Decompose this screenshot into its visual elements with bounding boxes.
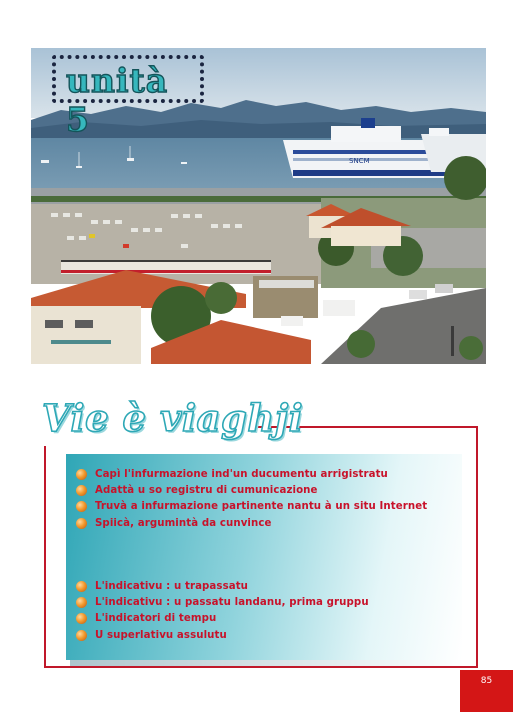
bullet-icon (76, 581, 87, 592)
bullet-icon (76, 485, 87, 496)
grammar-list (76, 578, 369, 643)
list-item (76, 482, 427, 498)
grammar-text: L'indicatori di tempu (95, 613, 217, 625)
ferry-logo-text: SNCM (349, 157, 370, 165)
frame-bottom-line (44, 666, 478, 668)
page-number-box (460, 670, 513, 712)
list-item (76, 594, 369, 610)
bullet-icon (76, 518, 87, 529)
grammar-text: L'indicativu : u trapassatu (95, 580, 249, 592)
list-item (76, 499, 427, 515)
bullet-icon (76, 613, 87, 624)
harbour-photo (31, 48, 486, 364)
objective-text: Spiicà, argumintà da cunvince (95, 517, 272, 529)
list-item (76, 627, 369, 643)
section-title: Vie è viaghji (42, 396, 304, 440)
objective-text: Capì l'infurmazione ind'un ducumentu arrigistratu (95, 468, 388, 480)
list-item (76, 578, 369, 594)
objective-text: Adattà u so registru di cumunicazione (95, 484, 318, 496)
bullet-icon (76, 630, 87, 641)
bullet-icon (76, 501, 87, 512)
panel-shadow (70, 660, 464, 666)
unit-badge (52, 55, 204, 139)
list-item (76, 611, 369, 627)
grammar-text: U superlativu assulutu (95, 629, 227, 641)
frame-left-line (44, 446, 46, 668)
page-number: 85 (480, 676, 493, 686)
list-item (76, 515, 427, 531)
objectives-list (76, 466, 427, 531)
frame-right-line (476, 426, 478, 668)
grammar-text: L'indicativu : u passatu landanu, prima gruppu (95, 596, 369, 608)
unit-title: unità 5 (66, 61, 169, 139)
list-item (76, 466, 427, 482)
bullet-icon (76, 597, 87, 608)
objective-text: Truvà a infurmazione partinente nantu à un situ Internet (95, 501, 428, 513)
bullet-icon (76, 469, 87, 480)
